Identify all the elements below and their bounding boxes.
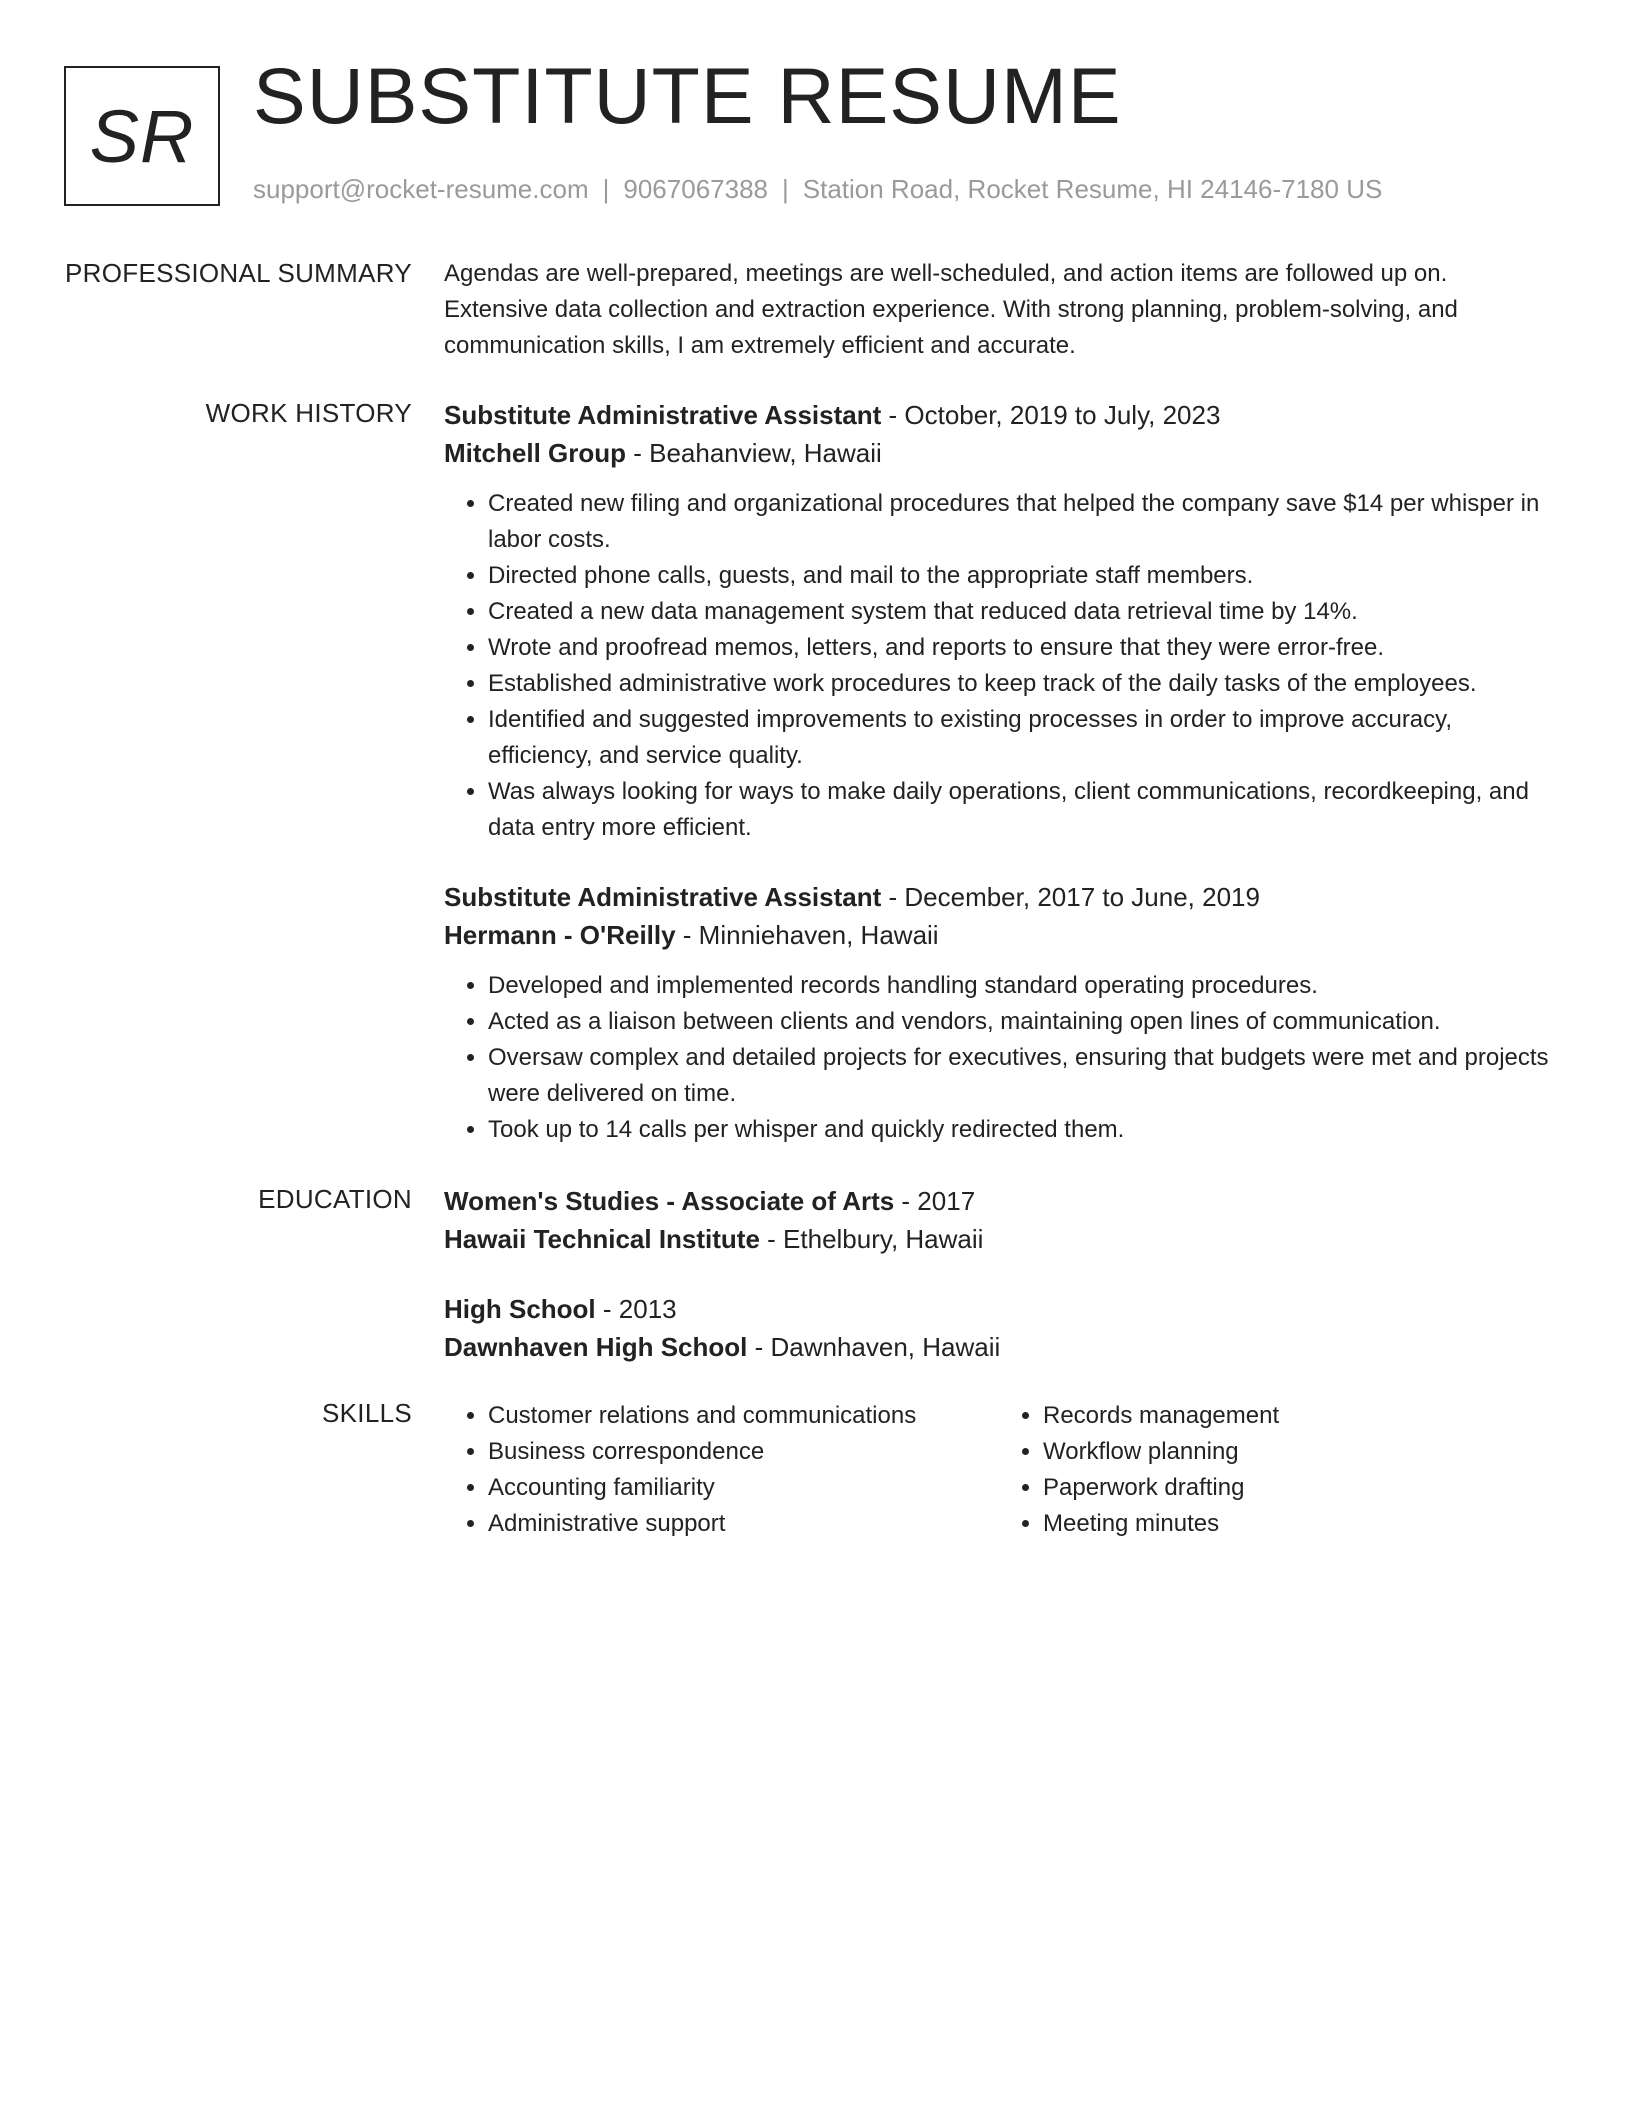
job-bullet: • Identified and suggested improvements to existing processes in order to improve accuracy, efficiency, and service quality.: [488, 702, 1554, 774]
school-location: - Dawnhaven, Hawaii: [747, 1332, 1001, 1362]
skill-item: • Accounting familiarity: [488, 1470, 999, 1506]
job-bullet: • Created a new data management system that reduced data retrieval time by 14%.: [488, 594, 1554, 630]
job-entry: [444, 878, 1554, 1148]
contact-phone[interactable]: 9067067388: [623, 174, 768, 204]
job-location: - Beahanview, Hawaii: [626, 438, 882, 468]
school: Dawnhaven High School: [444, 1332, 748, 1362]
skill-item: • Business correspondence: [488, 1434, 999, 1470]
job-title-line: [444, 396, 1554, 434]
skill-item: • Customer relations and communications: [488, 1398, 999, 1434]
job-location: - Minniehaven, Hawaii: [675, 920, 939, 950]
contact-address: Station Road, Rocket Resume, HI 24146-7180 US: [802, 174, 1383, 204]
education-heading: EDUCATION: [258, 1184, 412, 1214]
degree: High School: [444, 1294, 596, 1324]
work-history-content: [444, 396, 1554, 1148]
job-bullets: [444, 486, 1554, 846]
job-title-line: [444, 878, 1554, 916]
job-bullet: • Developed and implemented records handling standard operating procedures.: [488, 968, 1554, 1004]
job-bullets: [444, 968, 1554, 1148]
contact-separator: |: [602, 174, 610, 204]
degree-year: - 2017: [894, 1186, 976, 1216]
job-company: Mitchell Group: [444, 438, 626, 468]
degree: Women's Studies - Associate of Arts: [444, 1186, 895, 1216]
education-entry: [444, 1290, 1554, 1366]
work-history-heading: WORK HISTORY: [205, 398, 412, 428]
education-entry: [444, 1182, 1554, 1258]
skills-column-left: [444, 1398, 999, 1542]
skill-item: • Paperwork drafting: [1043, 1470, 1554, 1506]
education-content: [444, 1182, 1554, 1366]
skill-item: • Workflow planning: [1043, 1434, 1554, 1470]
contact-line: [253, 174, 1382, 205]
school-line: [444, 1220, 1554, 1258]
job-bullet: • Directed phone calls, guests, and mail to the appropriate staff members.: [488, 558, 1554, 594]
skills-column-right: [999, 1398, 1554, 1542]
degree-line: [444, 1290, 1554, 1328]
degree-year: - 2013: [595, 1294, 677, 1324]
job-bullet: • Established administrative work procedures to keep track of the daily tasks of the employees.: [488, 666, 1554, 702]
job-company: Hermann - O'Reilly: [444, 920, 676, 950]
job-bullet: • Was always looking for ways to make daily operations, client communications, recordkeeping, and data entry more efficient.: [488, 774, 1554, 846]
contact-email[interactable]: support@rocket-resume.com: [253, 174, 589, 204]
summary-heading: PROFESSIONAL SUMMARY: [65, 258, 412, 288]
job-title: Substitute Administrative Assistant: [444, 400, 882, 430]
skills-content: [444, 1398, 1554, 1542]
job-bullet: • Created new filing and organizational procedures that helped the company save $14 per whisper in labor costs.: [488, 486, 1554, 558]
job-title: Substitute Administrative Assistant: [444, 882, 882, 912]
skill-item: • Administrative support: [488, 1506, 999, 1542]
job-bullet: • Took up to 14 calls per whisper and quickly redirected them.: [488, 1112, 1554, 1148]
job-dates: - October, 2019 to July, 2023: [881, 400, 1221, 430]
job-entry: [444, 396, 1554, 846]
job-bullet: • Oversaw complex and detailed projects for executives, ensuring that budgets were met and projects were delivered on time.: [488, 1040, 1554, 1112]
skill-item: • Meeting minutes: [1043, 1506, 1554, 1542]
degree-line: [444, 1182, 1554, 1220]
school-line: [444, 1328, 1554, 1366]
contact-separator: |: [782, 174, 789, 204]
job-bullet: • Acted as a liaison between clients and vendors, maintaining open lines of communication.: [488, 1004, 1554, 1040]
summary-text: Agendas are well-prepared, meetings are well-scheduled, and action items are followed up on. Extensive data collection and extraction experience. With strong planning, problem-solving, and communication skills, I am extremely efficient and accurate.: [444, 260, 1458, 359]
monogram-logo: SR: [64, 66, 220, 206]
job-company-line: [444, 916, 1554, 954]
job-company-line: [444, 434, 1554, 472]
school-location: - Ethelbury, Hawaii: [759, 1224, 984, 1254]
skill-item: • Records management: [1043, 1398, 1554, 1434]
job-bullet: • Wrote and proofread memos, letters, and reports to ensure that they were error-free.: [488, 630, 1554, 666]
job-dates: - December, 2017 to June, 2019: [881, 882, 1260, 912]
school: Hawaii Technical Institute: [444, 1224, 760, 1254]
skills-heading: SKILLS: [322, 1398, 412, 1428]
resume-name: SUBSTITUTE RESUME: [253, 51, 1122, 140]
